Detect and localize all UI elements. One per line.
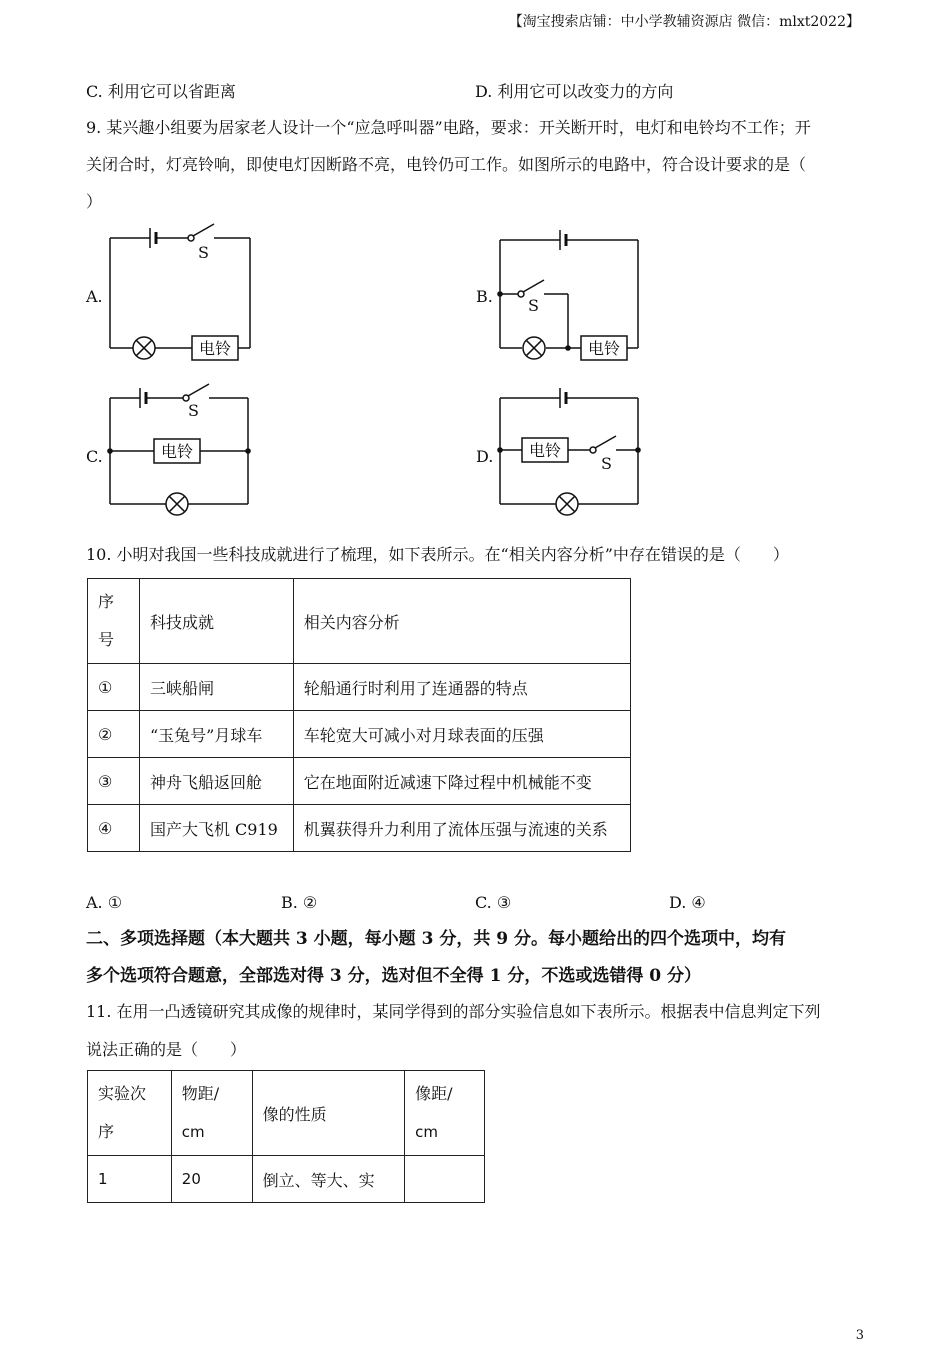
header-achievement: 科技成就 [139,579,293,664]
row-seq: ④ [88,805,140,852]
circuit-b-bell-label: 电铃 [587,339,621,358]
header-image-property: 像的性质 [252,1071,405,1156]
q11-text-line2: 说法正确的是（ ） [86,1040,247,1059]
row-analysis: 它在地面附近减速下降过程中机械能不变 [293,758,630,805]
table-row [88,805,631,852]
header-seq: 序 号 [88,579,140,664]
q10-option-c: C. ③ [475,893,512,912]
table-row [88,1156,485,1203]
circuit-d-label: D. [476,447,494,466]
q9-text-line1: 9. 某兴趣小组要为居家老人设计一个“应急呼叫器”电路，要求：开关断开时，电灯和电铃均不工作；开 [86,118,811,137]
page-number: 3 [855,1328,864,1343]
row-object-distance: 20 [171,1156,252,1203]
circuit-b-switch-label: S [528,296,539,315]
row-seq: 1 [88,1156,172,1203]
row-achievement: “玉兔号”月球车 [139,711,293,758]
header-seq: 实验次 序 [88,1071,172,1156]
q10-option-d: D. ④ [669,893,706,912]
q9-text-line2: 关闭合时，灯亮铃响，即使电灯因断路不亮，电铃仍可工作。如图所示的电路中，符合设计要求的是（ [86,155,807,174]
row-image-distance [405,1156,485,1203]
row-analysis: 机翼获得升力利用了流体压强与流速的关系 [293,805,630,852]
table-row [88,664,631,711]
header-analysis: 相关内容分析 [293,579,630,664]
circuit-c-bell-label: 电铃 [160,442,194,461]
row-achievement: 神舟飞船返回舱 [139,758,293,805]
circuit-a-switch-label: S [198,243,209,262]
q9-circuit-diagrams [0,0,950,530]
q8-option-c: C. 利用它可以省距离 [86,82,236,101]
row-achievement: 三峡船闸 [139,664,293,711]
row-seq: ② [88,711,140,758]
table-header-row [88,1071,485,1156]
circuit-d-bell-label: 电铃 [528,441,562,460]
section2-heading-line2: 多个选项符合题意，全部选对得 3 分，选对但不全得 1 分，不选或选错得 0 分） [86,966,701,986]
q11-table [87,1070,485,1203]
circuit-b-label: B. [476,287,493,306]
circuit-d-switch-label: S [601,454,612,473]
q11-text-line1: 11. 在用一凸透镜研究其成像的规律时，某同学得到的部分实验信息如下表所示。根据表中信息判定下列 [86,1002,821,1021]
table-row [88,758,631,805]
circuit-c-switch-label: S [188,401,199,420]
q9-text-line3: ） [86,192,103,211]
q10-table [87,578,631,852]
table-row [88,711,631,758]
row-image-property: 倒立、等大、实 [252,1156,405,1203]
q8-option-d: D. 利用它可以改变力的方向 [475,82,674,101]
page-header: 【淘宝搜索店铺：中小学教辅资源店 微信：mlxt2022】 [508,14,860,30]
row-analysis: 车轮宽大可减小对月球表面的压强 [293,711,630,758]
circuit-d [500,388,638,515]
row-analysis: 轮船通行时利用了连通器的特点 [293,664,630,711]
row-achievement: 国产大飞机 C919 [139,805,293,852]
circuit-a-bell-label: 电铃 [198,339,232,358]
header-image-distance: 像距/ cm [405,1071,485,1156]
q10-question: 10. 小明对我国一些科技成就进行了梳理，如下表所示。在“相关内容分析”中存在错误的是（ ） [86,545,789,564]
row-seq: ① [88,664,140,711]
row-seq: ③ [88,758,140,805]
header-object-distance: 物距/ cm [171,1071,252,1156]
section2-heading-line1: 二、多项选择题（本大题共 3 小题，每小题 3 分，共 9 分。每小题给出的四个选项中，均有 [86,929,786,949]
circuit-a-label: A. [86,287,103,306]
q10-option-a: A. ① [86,893,123,912]
table-header-row [88,579,631,664]
q10-option-b: B. ② [281,893,318,912]
circuit-c-label: C. [86,447,103,466]
